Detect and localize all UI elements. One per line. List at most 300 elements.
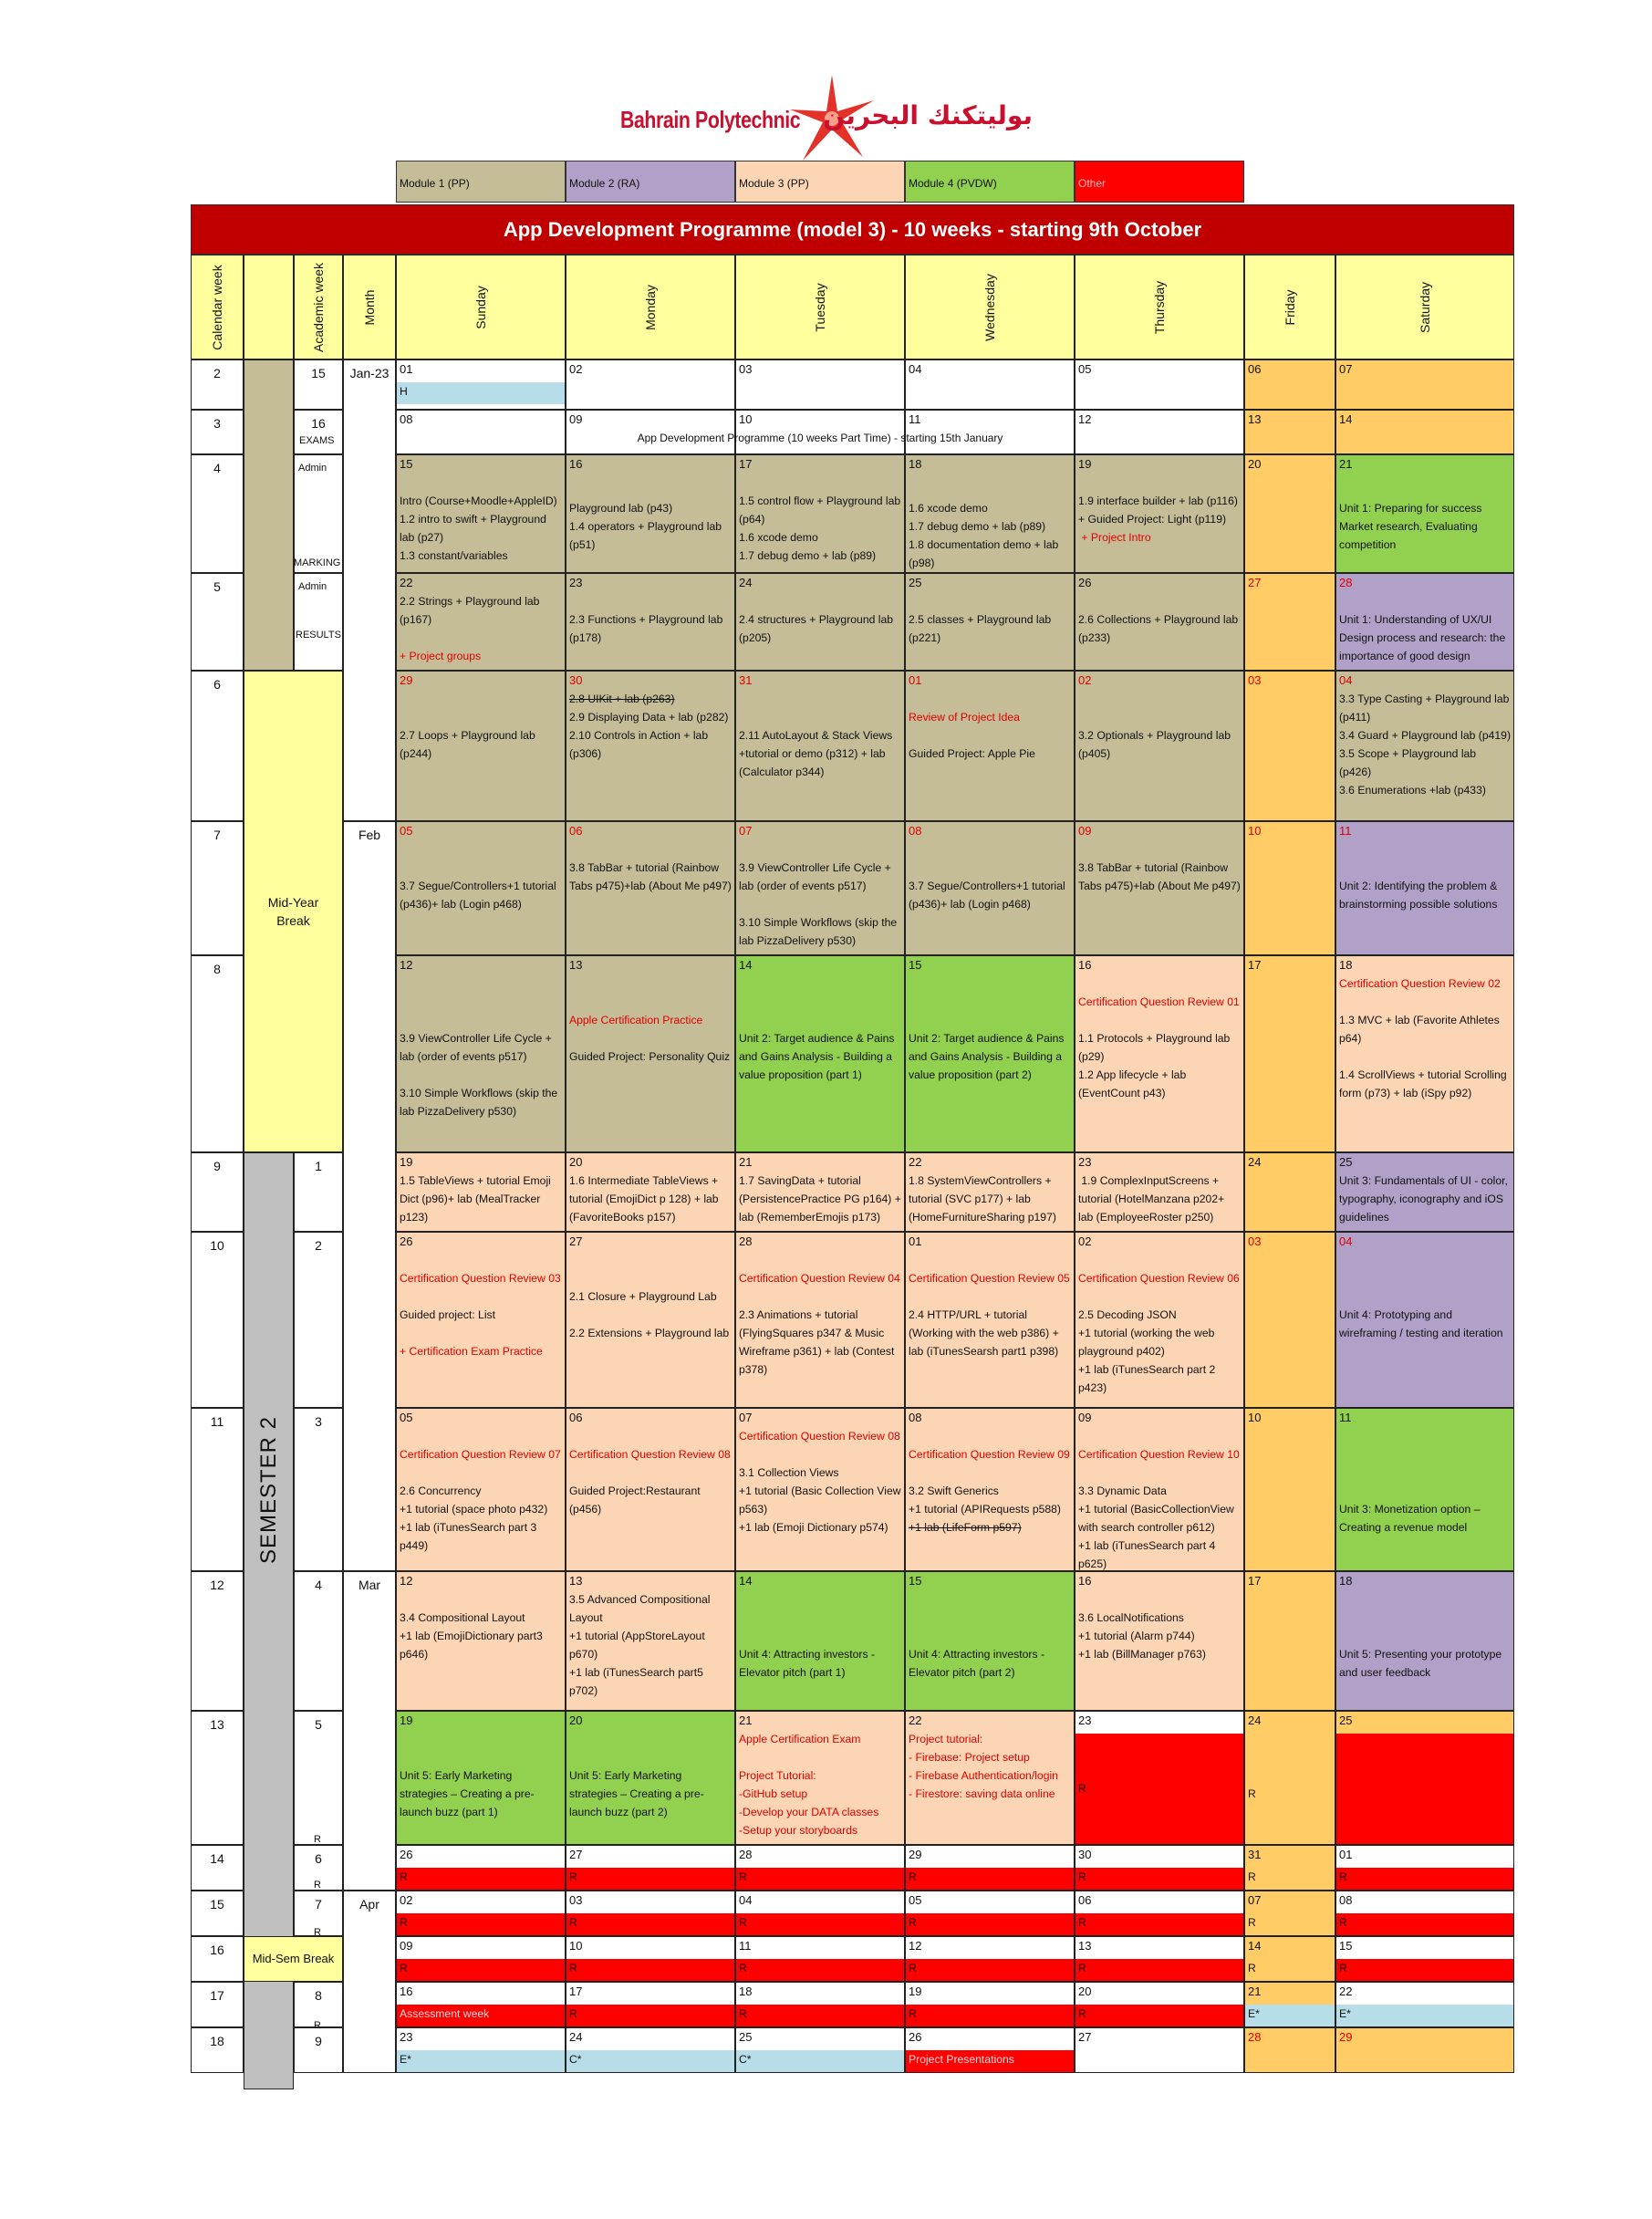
admin-label: Admin (298, 581, 327, 592)
r-strip: R (736, 1868, 904, 1890)
cell-r11-thursday (1075, 1408, 1244, 1571)
struck-text: 2.8 UIKit + lab (p263) (569, 693, 675, 705)
cell-text: 3.3 Type Casting + Playground lab (p411) 3.4 Guard + Playground lab (p419) 3.5 Scope + Playground lab (p426) 3.6 Enumerations +lab (p433) (1339, 693, 1512, 797)
day-number: 25 (909, 576, 922, 589)
cell-r5-monday (566, 573, 735, 671)
cell-text: Intro (Course+Moodle+AppleID) 1.2 intro to swift + Playground lab (p27) 1.3 constant/variables (400, 495, 557, 562)
cell-text: 2.6 Collections + Playground lab (p233) (1078, 613, 1242, 644)
spacer (1339, 1590, 1511, 1645)
cell-r11-saturday (1335, 1408, 1514, 1571)
spacer (739, 1287, 901, 1306)
cell-r7-wednesday (905, 821, 1075, 955)
spacer (400, 1427, 562, 1445)
month-cell: Feb (343, 821, 396, 1571)
day-number: 01 (400, 362, 413, 376)
day-number: 08 (400, 412, 413, 426)
project-intro-note: + Project Intro (1078, 531, 1151, 544)
day-number: 18 (909, 457, 922, 471)
day-number: 13 (1248, 412, 1262, 426)
spacer (1339, 993, 1511, 1011)
cell-r5-wednesday (905, 573, 1075, 671)
cell-r16-monday (566, 1936, 735, 1982)
day-number: 18 (1339, 1574, 1353, 1588)
header-monday: Monday (566, 255, 735, 359)
academic-week-cell: 2 (294, 1232, 343, 1408)
spacer (569, 1029, 732, 1047)
spacer (909, 1287, 1071, 1306)
cell-r18-tuesday (735, 2027, 905, 2073)
cell-text: 2.9 Displaying Data + lab (p282) 2.10 Controls in Action + lab (p306) (569, 711, 729, 760)
cell-text: Guided Project: Personality Quiz (569, 1050, 731, 1063)
spacer (400, 974, 562, 1029)
day-number: 08 (909, 824, 922, 838)
cell-r17-friday (1244, 1982, 1335, 2027)
results-label: RESULTS (296, 630, 341, 641)
spacer (1339, 474, 1511, 499)
day-number: 07 (739, 1411, 753, 1424)
day-number: 03 (569, 1893, 583, 1907)
cell-r10-friday (1244, 1232, 1335, 1408)
cell-r16-saturday (1335, 1936, 1514, 1982)
r-strip: R (1075, 1913, 1243, 1935)
cell-text: Unit 2: Identifying the problem & brainstorming possible solutions (1339, 880, 1501, 911)
r-label: R (314, 2020, 321, 2031)
cell-r18-saturday (1335, 2027, 1514, 2073)
spacer (400, 1590, 562, 1609)
cell-r8-friday (1244, 955, 1335, 1152)
cell-r8-saturday (1335, 955, 1514, 1152)
spacer (1078, 1011, 1241, 1029)
day-number: 11 (1339, 1411, 1352, 1424)
cell-r3-saturday (1335, 410, 1514, 454)
cell-r5-tuesday (735, 573, 905, 671)
spacer (1078, 474, 1241, 492)
cell-r12-tuesday (735, 1571, 905, 1711)
day-number: 17 (739, 457, 753, 471)
cell-text: 1.1 Protocols + Playground lab (p29) 1.2 App lifecycle + lab (EventCount p43) (1078, 1032, 1231, 1099)
cell-r7-saturday (1335, 821, 1514, 955)
cell-r16-friday (1244, 1936, 1335, 1982)
cell-text: 3.3 Dynamic Data +1 tutorial (BasicCollectionView with search controller p612) +1 lab (iTunesSearch part 4 p625) (1078, 1485, 1234, 1570)
day-number: 24 (569, 2030, 583, 2044)
legend-module-2: Module 2 (RA) (566, 161, 735, 203)
day-number: 15 (400, 457, 413, 471)
day-number: 04 (739, 1893, 753, 1907)
day-number: 02 (1078, 673, 1092, 687)
calendar-week-cell: 11 (191, 1408, 244, 1571)
calendar-week-cell: 17 (191, 1982, 244, 2027)
day-number: 16 (1078, 958, 1092, 972)
cell-text: 2.1 Closure + Playground Lab 2.2 Extensions + Playground lab (569, 1290, 730, 1339)
spacer (909, 974, 1071, 1029)
cell-r8-tuesday (735, 955, 905, 1152)
day-number: 30 (1078, 1848, 1092, 1861)
cell-text: 1.5 control flow + Playground lab (p64) 1.6 xcode demo 1.7 debug demo + lab (p89) (739, 495, 901, 562)
holiday-strip: H (397, 382, 565, 404)
day-number: 21 (739, 1714, 753, 1727)
r-strip: E* (1336, 2005, 1513, 2026)
day-number: 26 (1078, 576, 1092, 589)
day-number: 27 (1248, 576, 1262, 589)
legend-module-3: Module 3 (PP) (735, 161, 905, 203)
cell-text: 2.4 structures + Playground lab (p205) (739, 613, 897, 644)
cell-text: 1.9 interface builder + lab (p116) + Guided Project: Light (p119) (1078, 495, 1238, 526)
day-number: 22 (400, 576, 413, 589)
day-number: 19 (400, 1155, 413, 1169)
calendar-week-cell: 3 (191, 410, 244, 454)
r-strip: E* (1245, 2005, 1335, 2026)
cell-r15-friday (1244, 1891, 1335, 1936)
day-number: 17 (1248, 1574, 1262, 1588)
day-number: 16 (1078, 1574, 1092, 1588)
cell-text: Unit 3: Monetization option – Creating a revenue model (1339, 1503, 1483, 1534)
cell-text: 2.5 classes + Playground lab (p221) (909, 613, 1055, 644)
day-number: 08 (1339, 1893, 1353, 1907)
day-number: 23 (569, 576, 583, 589)
cell-r8-wednesday (905, 955, 1075, 1152)
day-number: 11 (1339, 824, 1352, 838)
r-strip: R (397, 1868, 565, 1890)
spacer (909, 840, 1071, 877)
day-number: 06 (1078, 1893, 1092, 1907)
day-number: 20 (1078, 1985, 1092, 1998)
r-strip: R (1248, 1962, 1256, 1974)
header-blank (244, 255, 294, 359)
day-number: 21 (1248, 1985, 1262, 1998)
cell-r15-saturday (1335, 1891, 1514, 1936)
day-number: 13 (1078, 1939, 1092, 1953)
day-number: 03 (739, 362, 753, 376)
cell-text: 3.7 Segue/Controllers+1 tutorial (p436)+ lab (Login p468) (909, 880, 1069, 911)
spacer (400, 690, 562, 726)
cell-r4-monday (566, 454, 735, 573)
cell-r12-wednesday (905, 1571, 1075, 1711)
academic-week-cell: 3 (294, 1408, 343, 1571)
programme-title: App Development Programme (model 3) - 10 weeks - starting 9th October (191, 204, 1514, 255)
day-number: 15 (909, 958, 922, 972)
day-number: 30 (569, 673, 583, 687)
day-number: 26 (400, 1235, 413, 1248)
calendar-week-cell: 8 (191, 955, 244, 1152)
cell-text: 3.1 Collection Views +1 tutorial (Basic Collection View p563) +1 lab (Emoji Dictionary p574) (739, 1466, 901, 1534)
cell-r10-thursday (1075, 1232, 1244, 1408)
cell-r18-thursday (1075, 2027, 1244, 2073)
day-number: 16 (400, 1985, 413, 1998)
cell-r2-saturday (1335, 359, 1514, 410)
cell-text: Unit 5: Presenting your prototype and user feedback (1339, 1648, 1505, 1679)
calendar-week-cell: 16 (191, 1936, 244, 1982)
day-number: 13 (569, 1574, 583, 1588)
day-number: 25 (1339, 1714, 1353, 1727)
cell-text: 1.7 SavingData + tutorial (PersistencePractice PG p164) + lab (RememberEmojis p173) (739, 1174, 905, 1224)
cell-text: 3.5 Advanced Compositional Layout +1 tutorial (AppStoreLayout p670) +1 lab (iTunesSearch part5 p702) (569, 1593, 711, 1697)
legend-module-1: Module 1 (PP) (396, 161, 566, 203)
day-number: 25 (739, 2030, 753, 2044)
cert-review-02: Certification Question Review 02 (1339, 977, 1501, 990)
cell-r16-tuesday (735, 1936, 905, 1982)
cell-r2-wednesday (905, 359, 1075, 410)
cell-r2-sunday (396, 359, 566, 410)
cell-text: 2.6 Concurrency +1 tutorial (space photo p432) +1 lab (iTunesSearch part 3 p449) (400, 1485, 548, 1552)
cell-r16-thursday (1075, 1936, 1244, 1982)
day-number: 08 (909, 1411, 922, 1424)
cell-r13-saturday (1335, 1711, 1514, 1845)
cell-r11-monday (566, 1408, 735, 1571)
cert-review-07: Certification Question Review 07 (400, 1448, 561, 1461)
cell-r4-saturday (1335, 454, 1514, 573)
r-strip: R (566, 1959, 734, 1981)
cell-text: 3.2 Swift Generics +1 tutorial (APIRequests p588) (909, 1485, 1061, 1516)
day-number: 05 (400, 824, 413, 838)
cell-r9-tuesday (735, 1152, 905, 1232)
r-strip: R (1075, 1868, 1243, 1890)
day-number: 23 (1078, 1714, 1092, 1727)
day-number: 22 (909, 1714, 922, 1727)
spacer (569, 474, 732, 499)
cell-r3-friday (1244, 410, 1335, 454)
spacer (909, 1251, 1071, 1269)
academic-week-cell: 16 (294, 410, 343, 454)
cell-r10-saturday (1335, 1232, 1514, 1408)
cell-text: 3.4 Compositional Layout +1 lab (EmojiDictionary part3 p646) (400, 1611, 543, 1661)
mark-strip: C* (736, 2050, 904, 2072)
cell-r10-wednesday (905, 1232, 1075, 1408)
cell-text: 1.6 xcode demo 1.7 debug demo + lab (p89) 1.8 documentation demo + lab (p98) (909, 502, 1059, 569)
cell-r18-monday (566, 2027, 735, 2073)
day-number: 06 (569, 824, 583, 838)
day-number: 20 (569, 1714, 583, 1727)
cell-r16-wednesday (905, 1936, 1075, 1982)
day-number: 01 (909, 1235, 922, 1248)
header-month: Month (343, 255, 396, 359)
calendar-week-cell: 15 (191, 1891, 244, 1936)
day-number: 07 (1339, 362, 1353, 376)
month-cell: Jan-23 (343, 359, 396, 821)
r-strip: R (906, 1913, 1074, 1935)
day-number: 29 (1339, 2030, 1353, 2044)
cell-text: 2.3 Functions + Playground lab (p178) (569, 613, 726, 644)
spacer (909, 1427, 1071, 1445)
cell-r13-sunday (396, 1711, 566, 1845)
cell-r11-sunday (396, 1408, 566, 1571)
month-cell: Apr (343, 1891, 396, 2073)
r-strip: R (1336, 1868, 1513, 1890)
calendar-week-cell: 5 (191, 573, 244, 671)
cell-r18-friday (1244, 2027, 1335, 2073)
day-number: 27 (569, 1848, 583, 1861)
day-number: 26 (909, 2030, 922, 2044)
academic-week-cell: 8 (294, 1982, 343, 2027)
spacer (1339, 840, 1511, 877)
cell-text: 2.5 Decoding JSON +1 tutorial (working the web playground p402) +1 lab (iTunesSearch part 2 p423) (1078, 1308, 1216, 1394)
cell-text: 2.11 AutoLayout & Stack Views +tutorial or demo (p312) + lab (Calculator p344) (739, 729, 896, 778)
spacer (1078, 690, 1241, 726)
cell-r6-saturday (1335, 671, 1514, 821)
cell-r10-sunday (396, 1232, 566, 1408)
cell-r2-monday (566, 359, 735, 410)
cell-r15-sunday (396, 1891, 566, 1936)
r-label: R (314, 1927, 321, 1938)
review-project-idea: Review of Project Idea (909, 711, 1020, 724)
calendar-week-cell: 13 (191, 1711, 244, 1845)
day-number: 02 (569, 362, 583, 376)
cell-text: 3.8 TabBar + tutorial (Rainbow Tabs p475)+lab (About Me p497) (569, 861, 732, 892)
day-number: 10 (1248, 824, 1262, 838)
cell-text: 1.5 TableViews + tutorial Emoji Dict (p96)+ lab (MealTracker p123) (400, 1174, 555, 1224)
day-number: 21 (739, 1155, 753, 1169)
cell-text: 3.9 ViewController Life Cycle + lab (order of events p517) 3.10 Simple Workflows (skip the lab PizzaDelivery p530) (739, 861, 898, 947)
day-number: 10 (1248, 1411, 1262, 1424)
spacer (569, 1464, 732, 1482)
cell-text: 2.7 Loops + Playground lab (p244) (400, 729, 539, 760)
spacer (1339, 592, 1511, 610)
r-strip: R (906, 2005, 1074, 2026)
cell-r12-monday (566, 1571, 735, 1711)
day-number: 28 (1339, 576, 1353, 589)
r-strip: R (1248, 1916, 1256, 1929)
cell-r12-thursday (1075, 1571, 1244, 1711)
spacer (569, 1251, 732, 1287)
cell-r14-monday (566, 1845, 735, 1891)
spacer (909, 1590, 1071, 1645)
cert-review-01: Certification Question Review 01 (1078, 995, 1240, 1008)
spacer (1248, 1730, 1332, 1785)
header-tuesday: Tuesday (735, 255, 905, 359)
day-number: 14 (739, 958, 753, 972)
cell-text: 1.3 MVC + lab (Favorite Athletes p64) 1.4 ScrollViews + tutorial Scrolling form (p73) + lab (iSpy p92) (1339, 1014, 1507, 1099)
spacer (739, 1590, 901, 1645)
cell-text: 3.9 ViewController Life Cycle + lab (order of events p517) 3.10 Simple Workflows (skip the lab PizzaDelivery p530) (400, 1032, 558, 1118)
cell-text: 1.6 Intermediate TableViews + tutorial (EmojiDict p 128) + lab (FavoriteBooks p157) (569, 1174, 722, 1224)
logo-english-text: Bahrain Polytechnic (620, 106, 801, 133)
mark-strip: C* (566, 2050, 734, 2072)
legend-module-4: Module 4 (PVDW) (905, 161, 1075, 203)
spacer (1078, 840, 1241, 859)
cell-r11-friday (1244, 1408, 1335, 1571)
day-number: 11 (739, 1939, 752, 1953)
calendar-week-cell: 18 (191, 2027, 244, 2073)
academic-week-cell: 5 (294, 1711, 343, 1845)
day-number: 04 (1339, 673, 1353, 687)
cell-r10-tuesday (735, 1232, 905, 1408)
cell-text: Unit 5: Early Marketing strategies – Creating a pre-launch buzz (part 1) (400, 1769, 535, 1818)
day-number: 11 (909, 412, 921, 426)
cell-r10-monday (566, 1232, 735, 1408)
cell-r11-tuesday (735, 1408, 905, 1571)
cell-text: Unit 4: Attracting investors - Elevator pitch (part 2) (909, 1648, 1048, 1679)
spacer (400, 474, 562, 492)
cell-r4-thursday (1075, 454, 1244, 573)
day-number: 24 (1248, 1714, 1262, 1727)
cell-r6-tuesday (735, 671, 905, 821)
spacer (1078, 1287, 1241, 1306)
cell-text: Unit 4: Prototyping and wireframing / testing and iteration (1339, 1308, 1503, 1339)
day-number: 05 (1078, 362, 1092, 376)
logo-arabic-text: بوليتكنك البحرين (823, 100, 1033, 130)
calendar-week-cell: 9 (191, 1152, 244, 1232)
cell-r18-wednesday (905, 2027, 1075, 2073)
spacer (569, 974, 732, 1011)
day-number: 10 (569, 1939, 583, 1953)
day-number: 20 (569, 1155, 583, 1169)
cell-r9-monday (566, 1152, 735, 1232)
calendar-week-cell: 14 (191, 1845, 244, 1891)
calendar-week-cell: 10 (191, 1232, 244, 1408)
day-number: 21 (1339, 457, 1353, 471)
cell-r7-sunday (396, 821, 566, 955)
spacer (1078, 1464, 1241, 1482)
day-number: 27 (569, 1235, 583, 1248)
day-number: 09 (1078, 1411, 1092, 1424)
spacer (569, 840, 732, 859)
day-number: 29 (909, 1848, 922, 1861)
cell-text: Unit 2: Target audience & Pains and Gains Analysis - Building a value proposition (part 2) (909, 1032, 1067, 1081)
cell-r15-monday (566, 1891, 735, 1936)
spacer (400, 629, 562, 647)
cell-r2-friday (1244, 359, 1335, 410)
cell-text: Apple Certification Exam Project Tutorial: -GitHub setup -Develop your DATA classes -Setup your storyboards (739, 1733, 879, 1837)
day-number: 09 (1078, 824, 1092, 838)
calendar-week-cell: 6 (191, 671, 244, 821)
project-groups-note: + Project groups (400, 650, 482, 662)
admin-label: Admin (298, 463, 327, 474)
cell-r8-sunday (396, 955, 566, 1152)
cell-text: Unit 5: Early Marketing strategies – Creating a pre-launch buzz (part 2) (569, 1769, 704, 1818)
cell-text: Unit 1: Preparing for success Market research, Evaluating competition (1339, 502, 1485, 551)
spacer (909, 690, 1071, 708)
cell-r14-thursday (1075, 1845, 1244, 1891)
day-number: 22 (1339, 1985, 1353, 1998)
cell-r7-friday (1244, 821, 1335, 955)
exam-period-block (244, 359, 294, 671)
r-strip: R (397, 1913, 565, 1935)
day-number: 24 (1248, 1155, 1262, 1169)
calendar-week-cell: 7 (191, 821, 244, 955)
cell-text: Guided Project: Apple Pie (909, 747, 1035, 760)
r-label: R (314, 1834, 321, 1845)
cell-r5-saturday (1335, 573, 1514, 671)
r-strip: R (1336, 1959, 1513, 1981)
r-strip: R (1075, 2005, 1243, 2026)
red-block (1336, 1734, 1513, 1844)
day-number: 07 (739, 824, 753, 838)
header-saturday: Saturday (1335, 255, 1514, 359)
spacer (400, 1324, 562, 1342)
spacer (739, 1251, 901, 1269)
cell-r14-sunday (396, 1845, 566, 1891)
marking-label: MARKING (294, 557, 341, 568)
day-number: 05 (909, 1893, 922, 1907)
cell-r8-monday (566, 955, 735, 1152)
day-number: 19 (1078, 457, 1092, 471)
cell-r7-monday (566, 821, 735, 955)
spacer (400, 1464, 562, 1482)
day-number: 22 (909, 1155, 922, 1169)
cell-r15-wednesday (905, 1891, 1075, 1936)
r-strip: R (397, 1959, 565, 1981)
month-cell: Mar (343, 1571, 396, 1891)
cell-text: 3.2 Optionals + Playground lab (p405) (1078, 729, 1234, 760)
cell-text: 2.4 HTTP/URL + tutorial (Working with the web p386) + lab (iTunesSearsh part1 p398) (909, 1308, 1063, 1358)
cell-r15-thursday (1075, 1891, 1244, 1936)
cell-text: Unit 3: Fundamentals of UI - color, typography, iconography and iOS guidelines (1339, 1174, 1512, 1224)
spacer (569, 592, 732, 610)
cell-text: Guided Project:Restaurant (p456) (569, 1485, 704, 1516)
day-number: 02 (400, 1893, 413, 1907)
cert-review-05: Certification Question Review 05 (909, 1272, 1070, 1285)
cell-r12-sunday (396, 1571, 566, 1711)
cell-r13-friday (1244, 1711, 1335, 1845)
